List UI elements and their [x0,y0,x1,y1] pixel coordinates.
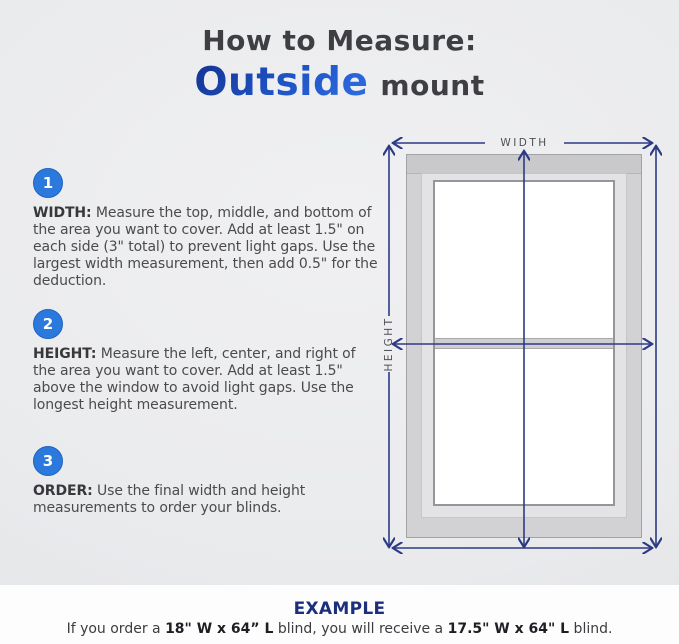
example-text-segment: blind. [569,621,613,637]
window-casing-top [407,155,641,174]
example-text-segment: If you order a [66,621,166,637]
step-3-badge: 3 [33,446,63,476]
step-height [33,309,381,414]
step-2-label: HEIGHT: [33,346,97,362]
page-subtitle [0,60,679,105]
step-2-text [33,346,381,414]
step-2-badge: 2 [33,309,63,339]
step-3-label: ORDER: [33,483,93,499]
example-heading: EXAMPLE [293,599,386,619]
page-title: How to Measure: [202,24,477,57]
height-label: HEIGHT [383,316,395,372]
header [0,24,679,105]
step-1-text [33,205,381,290]
step-1-body: Measure the top, middle, and bottom of the area you want to cover. Add at least 1.5" on each side (3" total) to prevent light gaps. Use the largest width measurement, then add 0.5" for the deduction. [33,205,378,289]
window-meeting-rail [435,338,613,349]
example-footer [0,585,679,644]
step-3-text [33,483,381,517]
window-frame-inner [421,173,627,518]
example-text-segment: 17.5" W x 64" L [447,621,570,637]
mount-type-highlight: Outside [194,60,369,105]
step-width [33,168,381,290]
window-illustration [406,154,642,538]
step-3-body: Use the final width and height measurements to order your blinds. [33,483,306,516]
step-1-label: WIDTH: [33,205,92,221]
step-order [33,446,381,517]
width-label: WIDTH [500,137,549,149]
window-glass [433,180,615,506]
example-text-segment: 18" W x 64” L [165,621,274,637]
mount-type-suffix: mount [380,69,485,102]
step-2-body: Measure the left, center, and right of the area you want to cover. Add at least 1.5" above the window to avoid light gaps. Use the longest height measurement. [33,346,356,413]
example-text-segment: blind, you will receive a [273,621,448,637]
window-measuring-diagram [380,130,670,560]
step-1-badge: 1 [33,168,63,198]
example-sentence [0,621,679,637]
